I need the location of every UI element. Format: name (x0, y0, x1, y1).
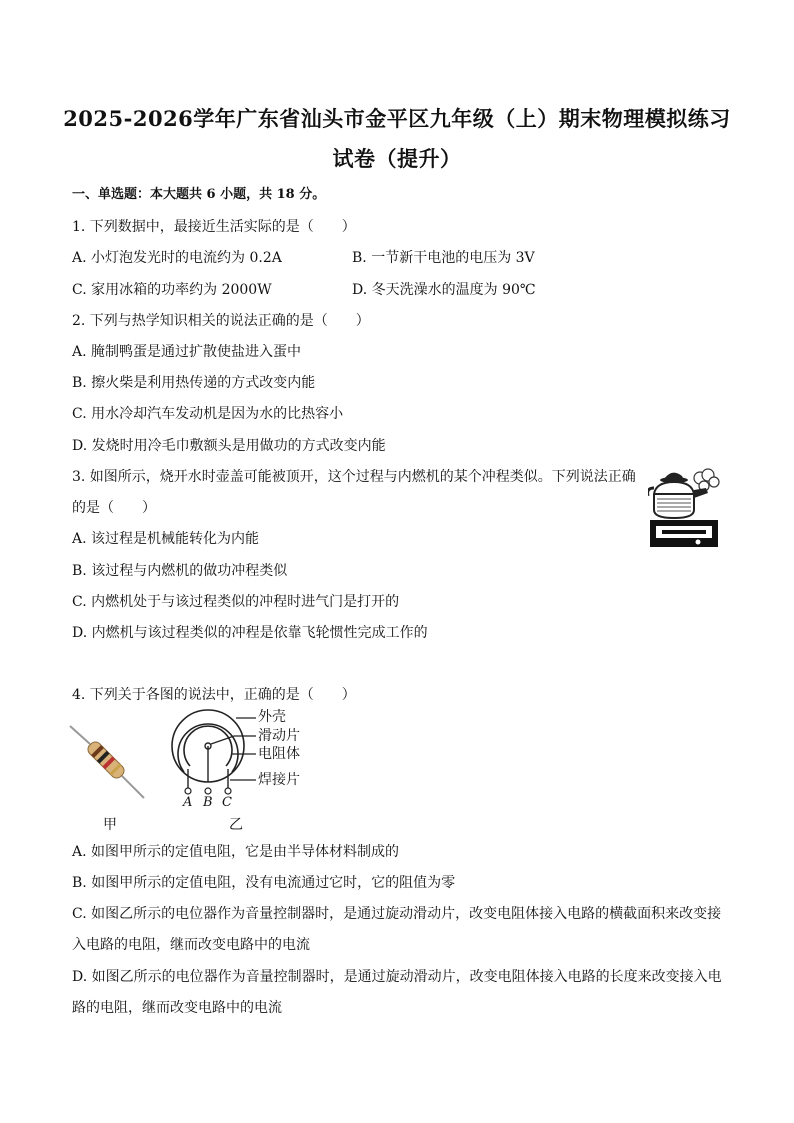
label-slider: 滑动片 (258, 728, 300, 744)
question-2-stem: 2. 下列与热学知识相关的说法正确的是（ ） (72, 313, 370, 329)
question-4-option-d-line2: 路的电阻，继而改变电路中的电流 (72, 1000, 282, 1016)
question-3-option-d: D. 内燃机与该过程类似的冲程是依靠飞轮惯性完成工作的 (72, 625, 428, 641)
question-1-option-b: B. 一节新干电池的电压为 3V (352, 250, 535, 266)
label-solder-tab: 焊接片 (258, 772, 300, 788)
question-3-stem-line1: 3. 如图所示，烧开水时壶盖可能被顶开，这个过程与内燃机的某个冲程类似。下列说法正确 (72, 469, 636, 485)
kettle-on-stove-icon (648, 466, 724, 548)
question-2-option-a: A. 腌制鸭蛋是通过扩散使盐进入蛋中 (72, 344, 302, 360)
section-prefix: 一、单选题： (72, 187, 151, 202)
section-heading (72, 185, 325, 205)
question-1-option-c: C. 家用冰箱的功率约为 2000W (72, 282, 272, 298)
question-4-stem: 4. 下列关于各图的说法中，正确的是（ ） (72, 687, 356, 703)
label-resistive-body: 电阻体 (258, 746, 300, 762)
question-3-option-c: C. 内燃机处于与该过程类似的冲程时进气门是打开的 (72, 594, 400, 610)
section-description: 本大题共 6 小题，共 18 分。 (150, 187, 326, 202)
terminal-b-label: B (203, 795, 213, 810)
resistor-icon (68, 722, 148, 802)
question-4-option-c-line1: C. 如图乙所示的电位器作为音量控制器时，是通过旋动滑动片，改变电阻体接入电路的横截面积来改变接 (72, 906, 722, 922)
exam-title-line2: 试卷（提升） (332, 146, 462, 171)
label-shell: 外壳 (258, 709, 286, 725)
question-2-option-c: C. 用水冷却汽车发动机是因为水的比热容小 (72, 406, 344, 422)
terminal-a-label: A (183, 795, 193, 810)
question-3-option-b: B. 该过程与内燃机的做功冲程类似 (72, 563, 288, 579)
figure-yi-caption: 乙 (229, 817, 243, 833)
question-4-option-a: A. 如图甲所示的定值电阻，它是由半导体材料制成的 (72, 844, 400, 860)
exam-title-line1: 2025-2026学年广东省汕头市金平区九年级（上）期末物理模拟练习 (63, 106, 731, 131)
question-4-option-b: B. 如图甲所示的定值电阻，没有电流通过它时，它的阻值为零 (72, 875, 456, 891)
question-2-option-d: D. 发烧时用冷毛巾敷额头是用做功的方式改变内能 (72, 438, 386, 454)
figure-jia-caption: 甲 (103, 817, 117, 833)
question-1-option-d: D. 冬天洗澡水的温度为 90℃ (352, 282, 536, 298)
terminal-c-label: C (222, 795, 232, 810)
question-2-option-b: B. 擦火柴是利用热传递的方式改变内能 (72, 375, 316, 391)
question-3-option-a: A. 该过程是机械能转化为内能 (72, 531, 260, 547)
question-3-stem-line2: 的是（ ） (72, 500, 156, 516)
question-4-option-d-line1: D. 如图乙所示的电位器作为音量控制器时，是通过旋动滑动片，改变电阻体接入电路的长度来改变接入电 (72, 969, 722, 985)
question-1-stem: 1. 下列数据中，最接近生活实际的是（ ） (72, 219, 356, 235)
question-1-option-a: A. 小灯泡发光时的电流约为 0.2A (72, 250, 282, 266)
question-4-option-c-line2: 入电路的电阻，继而改变电路中的电流 (72, 937, 310, 953)
